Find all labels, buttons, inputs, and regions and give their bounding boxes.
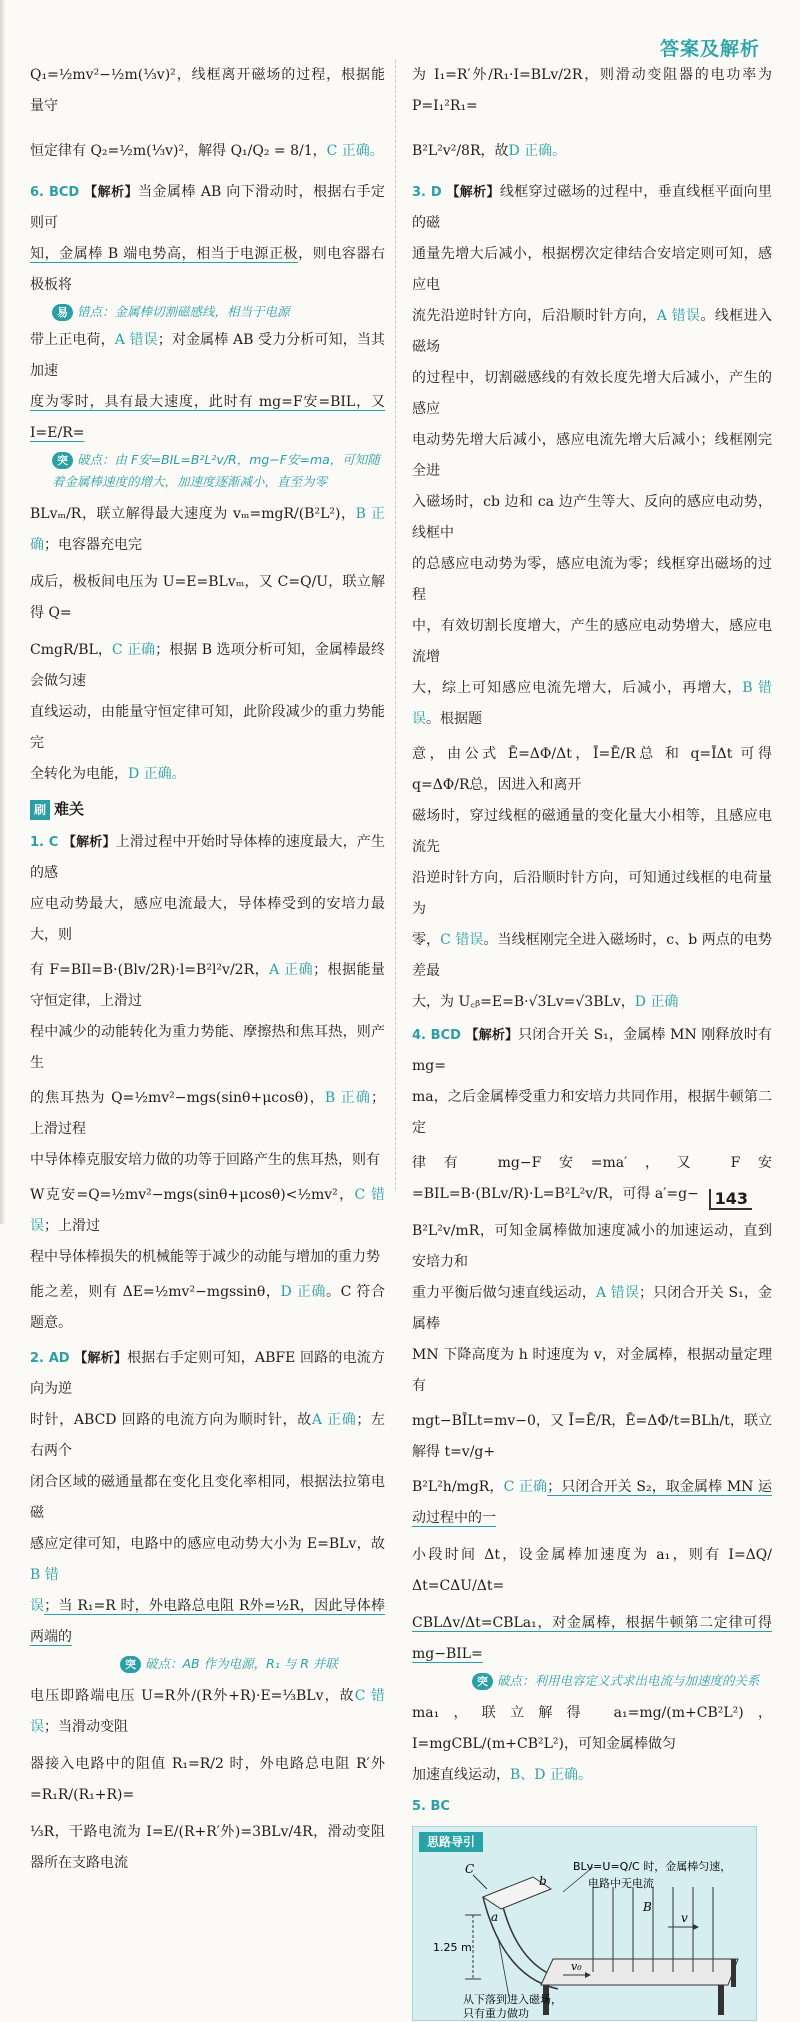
analysis-tag: 【解析】 <box>446 185 500 200</box>
text-line: 磁场时，穿过线框的磁通量的变化量大小相等，且感应电流先 <box>412 808 772 855</box>
text-line: 大，为 U꜀ᵦ=E=B·√3Lv=√3BLv，D 正确 <box>412 994 679 1010</box>
label-v0: v₀ <box>571 1960 582 1973</box>
verdict: D 正确。 <box>128 766 186 782</box>
text-line: 的总感应电动势为零，感应电流为零；线框穿出磁场的过程 <box>412 556 772 603</box>
text-line: 电动势先增大后减小，感应电流先增大后减小；线框刚完全进 <box>412 432 772 479</box>
text-line: B²L²h/mgR，C 正确；只闭合开关 S₂，取金属棒 MN 运动过程中的一 <box>412 1479 773 1526</box>
answer-1: 1. C 【解析】上滑过程中开始时导体棒的速度最大，产生的感 <box>30 834 385 881</box>
section-heading: 刷 难关 <box>30 794 385 825</box>
label-height: 1.25 m <box>433 1941 472 1954</box>
text-line: Q₁=½mv²−½m(⅓v)²，线框离开磁场的过程，根据能量守 <box>30 67 385 114</box>
text-line: 重力平衡后做匀速直线运动，A 错误；只闭合开关 S₁，金属棒 <box>412 1285 772 1332</box>
analysis-tag: 【解析】 <box>84 185 139 200</box>
table-leg <box>731 1959 736 1987</box>
text-line: 中导体棒克服安培力做的功等于回路产生的焦耳热，则有 <box>30 1152 380 1168</box>
text-line: 度为零时，具有最大速度，此时有 mg=F安=BIL，又 I=E/R= <box>30 394 385 441</box>
text-line: 能之差，则有 ΔE=½mv²−mgssinθ，D 正确。C 符合题意。 <box>30 1284 385 1331</box>
verdict: C 正确 <box>503 1479 548 1495</box>
text-line: 沿逆时针方向，后沿顺时针方向，可知通过线框的电荷量为 <box>412 870 772 917</box>
text-line: 的焦耳热为 Q=½mv²−mgs(sinθ+μcosθ)，B 正确；上滑过程 <box>30 1090 385 1137</box>
text-line: ma₁，联立解得 a₁=mg/(m+CB²L²)，I=mgCBL/(m+CB²L²)，可知金属棒做匀 <box>412 1705 772 1752</box>
answer-number: 4. BCD <box>412 1028 461 1043</box>
table-leg <box>718 1985 724 2015</box>
text-line: 成后，极板间电压为 U=E=BLvₘ，又 C=Q/U，联立解得 Q= <box>30 574 385 621</box>
text-line: 程中减少的动能转化为重力势能、摩擦热和焦耳热，则产生 <box>30 1024 385 1071</box>
verdict: A 错误 <box>595 1285 639 1301</box>
verdict: A 错误 <box>114 332 158 348</box>
text-line: BLvₘ/R，联立解得最大速度为 vₘ=mgR/(B²L²)，B 正确；电容器充电完 <box>30 506 385 553</box>
text-line: 时针，ABCD 回路的电流方向为顺时针，故A 正确；左右两个 <box>30 1412 386 1459</box>
text-line: 电压即路端电压 U=R外/(R外+R)·E=⅓BLv，故C 错误；当滑动变阻 <box>30 1688 385 1735</box>
text-line: 加速直线运动，B、D 正确。 <box>412 1767 592 1783</box>
text-line: 知，金属棒 B 端电势高，相当于电源正极，则电容器右极板将 <box>30 246 386 293</box>
text-line: CmgR/BL，C 正确；根据 B 选项分析可知，金属棒最终会做匀速 <box>30 642 385 689</box>
text-line: 为 I₁=R′外/R₁·I=BLv/2R，则滑动变阻器的电功率为 P=I₁²R₁= <box>412 67 772 114</box>
diagram-title: 思路导引 <box>419 1832 483 1852</box>
verdict: C 正确。 <box>326 143 384 159</box>
verdict: B 正确 <box>30 506 385 553</box>
analysis-tag: 【解析】 <box>465 1028 519 1043</box>
callout-line <box>498 1937 509 1997</box>
capacitor-lead <box>473 1875 487 1889</box>
answer-4: 4. BCD 【解析】只闭合开关 S₁，金属棒 MN 刚释放时有 mg= <box>412 1027 773 1074</box>
text-line: 闭合区域的磁通量都在变化且变化率相同，根据法拉第电磁 <box>30 1474 385 1521</box>
text-line: 有 F=BIl=B·(Blv/2R)·l=B²l²v/2R，A 正确；根据能量守恒定律，上滑过 <box>30 962 386 1009</box>
arrow-head-icon <box>693 1924 699 1930</box>
text-line: 流先沿逆时针方向，后沿顺时针方向，A 错误。线框进入磁场 <box>412 308 773 355</box>
text-line: 程中导体棒损失的机械能等于减少的动能与增加的重力势 <box>30 1249 380 1265</box>
verdict: D 正确。 <box>508 143 567 159</box>
label-c: C <box>465 1862 475 1876</box>
verdict: C 正确 <box>111 642 156 658</box>
verdict: 误 <box>30 1598 45 1614</box>
answer-2: 2. AD 【解析】根据右手定则可知，ABFE 回路的电流方向为逆 <box>30 1350 385 1397</box>
text-line: 直线运动，由能量守恒定律可知，此阶段减少的重力势能完 <box>30 704 385 751</box>
verdict: C 错误 <box>30 1187 386 1234</box>
tip-icon: 易 <box>52 304 73 321</box>
answer-3: 3. D 【解析】线框穿过磁场的过程中，垂直线框平面向里的磁 <box>412 184 772 231</box>
answer-number: 2. AD <box>30 1351 70 1366</box>
text-line: CBLΔv/Δt=CBLa₁，对金属棒，根据牛顿第二定律可得 mg−BIL= <box>412 1615 772 1662</box>
left-column <box>30 60 385 1879</box>
column-divider <box>395 60 396 1190</box>
tip-icon: 突 <box>120 1656 141 1673</box>
text-line: 的过程中，切割磁感线的有效长度先增大后减小，产生的感应 <box>412 370 772 417</box>
text-line: 大，综上可知感应电流先增大，后减小，再增大，B 错误。根据题 <box>412 680 772 727</box>
text-line: 器接入电路中的阻值 R₁=R/2 时，外电路总电阻 R′外=R₁R/(R₁+R)= <box>30 1756 385 1803</box>
answer-number: 5. BC <box>412 1799 450 1814</box>
tip-note: 突 破点：由 F安=BIL=B²L²v/R，mg−F安=ma，可知随着金属棒速度的增大，加速度逐渐减小，直至为零 <box>52 452 380 489</box>
verdict: A 错误 <box>656 308 701 324</box>
answer-5 <box>412 1791 772 1822</box>
tip-note: 易 错点：金属棒切割磁感线，相当于电源 <box>30 301 385 323</box>
verdict: B 正确 <box>324 1090 371 1106</box>
text-line: 应电动势最大，感应电流最大，导体棒受到的安培力最大，则 <box>30 896 385 943</box>
text-line: ⅓R，干路电流为 I=E/(R+R′外)=3BLv/4R，滑动变阻器所在支路电流 <box>30 1824 385 1871</box>
tip-note: 突 破点：AB 作为电源，R₁ 与 R 并联 <box>30 1653 385 1675</box>
text-line: 小段时间 Δt，设金属棒加速度为 a₁，则有 I=ΔQ/Δt=CΔU/Δt= <box>412 1547 772 1594</box>
verdict: A 正确 <box>311 1412 357 1428</box>
answer-number: 6. BCD <box>30 185 80 200</box>
thought-guide-diagram <box>412 1826 757 2021</box>
text-line: B²L²v²/8R，故D 正确。 <box>412 143 567 159</box>
text-line: 律有 mg−F安=ma′，又 F安=BIL=B·(BLv/R)·L=B²L²v/R，可得 a′=g− <box>412 1155 772 1202</box>
tip-icon: 突 <box>52 452 73 469</box>
tip-note: 突 破点：利用电容定义式求出电流与加速度的关系 <box>412 1670 772 1692</box>
answer-number: 1. C <box>30 835 59 850</box>
text-line: ma，之后金属棒受重力和安培力共同作用，根据牛顿第二定 <box>412 1089 772 1136</box>
diagram-equation: BLv=U=Q/C 时，金属棒匀速， <box>573 1860 732 1873</box>
text-line: 全转化为电能，D 正确。 <box>30 766 186 782</box>
text-line: B²L²v/mR，可知金属棒做加速度减小的加速运动，直到安培力和 <box>412 1223 772 1270</box>
verdict: D 正确 <box>634 994 679 1010</box>
text-line: W克安=Q=½mv²−mgs(sinθ+μcosθ)<½mv²，C 错误；上滑过 <box>30 1187 386 1234</box>
label-a: a <box>491 1910 499 1924</box>
physics-diagram <box>413 1827 758 2022</box>
verdict: C 错误 <box>30 1688 385 1735</box>
text-line: 通量先增大后减小，根据楞次定律结合安培定则可知，感应电 <box>412 246 772 293</box>
analysis-tag: 【解析】 <box>62 835 116 850</box>
diagram-caption: 从下落到进入磁场， <box>463 1993 562 2006</box>
diagram-equation: 电路中无电流 <box>588 1877 654 1890</box>
text-line: 意，由公式 Ē=ΔΦ/Δt，Ī=Ē/R总 和 q=ĪΔt 可得 q=ΔΦ/R总，因进入和离开 <box>412 746 772 793</box>
text-line: mgt−BĪLt=mv−0，又 Ī=Ē/R，Ē=ΔΦ/t=BLh/t，联立解得 t=v/g+ <box>412 1413 772 1460</box>
label-b: b <box>539 1874 547 1888</box>
answer-6: 6. BCD 【解析】当金属棒 AB 向下滑动时，根据右手定则可 <box>30 184 385 231</box>
analysis-tag: 【解析】 <box>74 1351 128 1366</box>
tip-icon: 突 <box>472 1673 493 1690</box>
page-edge-shadow <box>0 0 6 1224</box>
page-number: 143 <box>709 1189 752 1210</box>
verdict: B、D 正确。 <box>510 1767 592 1783</box>
text-line: 恒定律有 Q₂=½m(⅓v)²，解得 Q₁/Q₂ = 8/1，C 正确。 <box>30 143 384 159</box>
verdict: C 错误 <box>440 932 484 948</box>
verdict: D 正确 <box>280 1284 327 1300</box>
text-line: 误；当 R₁=R 时，外电路总电阻 R外=½R，因此导体棒两端的 <box>30 1598 386 1645</box>
text-line: MN 下降高度为 h 时速度为 v，对金属棒，根据动量定理有 <box>412 1347 772 1394</box>
verdict: A 正确 <box>269 962 314 978</box>
text-line: 中，有效切割长度增大，产生的感应电动势增大，感应电流增 <box>412 618 772 665</box>
verdict: B 错 <box>30 1567 59 1583</box>
label-field-b: B <box>643 1900 652 1914</box>
text-line: 入磁场时，cb 边和 ca 边产生等大、反向的感应电动势，线框中 <box>412 494 772 541</box>
text-line: 带上正电荷，A 错误；对金属棒 AB 受力分析可知，当其加速 <box>30 332 385 379</box>
section-badge: 刷 <box>30 800 50 820</box>
label-v: v <box>681 1911 688 1925</box>
text-line: 感应定律可知，电路中的感应电动势大小为 E=BLv，故B 错 <box>30 1536 385 1583</box>
right-column <box>412 60 772 2021</box>
diagram-caption: 只有重力做功 <box>463 2007 529 2020</box>
verdict: B 错误 <box>412 680 772 727</box>
page-header-title: 答案及解析 <box>659 38 760 60</box>
answer-number: 3. D <box>412 185 442 200</box>
text-line: 零，C 错误。当线框刚完全进入磁场时，c、b 两点的电势差最 <box>412 932 772 979</box>
